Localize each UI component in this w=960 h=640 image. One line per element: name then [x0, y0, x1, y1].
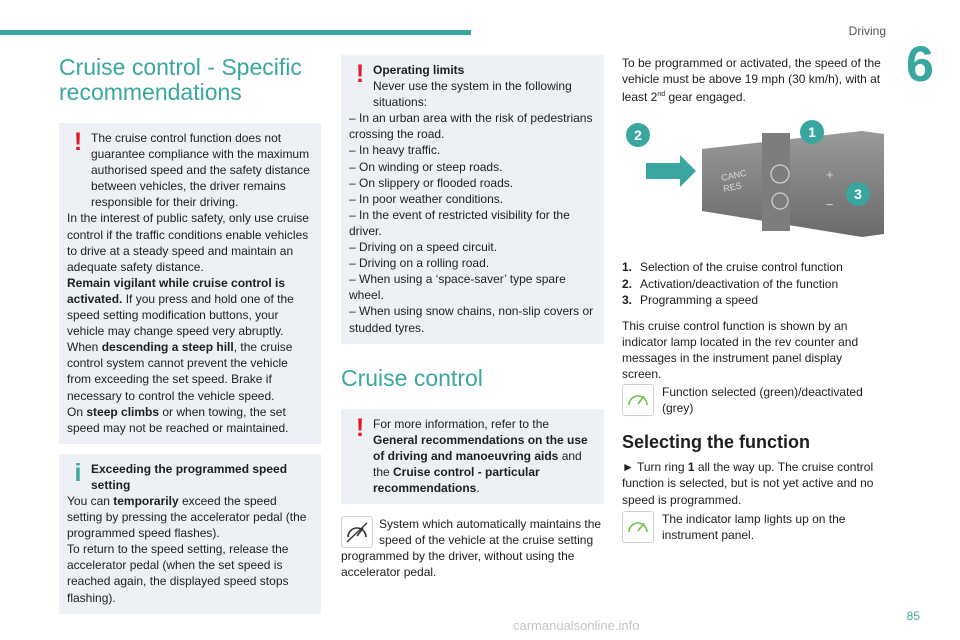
column-left — [59, 55, 321, 614]
column-middle — [341, 55, 604, 580]
resume-label: RES — [722, 180, 743, 195]
limits-item: – In heavy traffic. — [349, 143, 441, 158]
list-item-text: Activation/deactivation of the function — [640, 276, 839, 291]
list-item-number: 2. — [622, 276, 633, 291]
warning-text-5: On steep climbs or when towing, the set speed may not be reached or maintained. — [67, 404, 289, 435]
limits-item: – Driving on a speed circuit. — [349, 240, 498, 255]
limits-warning-box — [341, 55, 604, 344]
list-item-number: 3. — [622, 293, 633, 308]
speedometer-icon — [622, 511, 654, 543]
system-text: System which automatically maintains the speed of the vehicle at the cruise setting programmed by the driver, without using the accelerator pedal. — [341, 517, 602, 580]
limits-intro: Never use the system in the following situations: — [373, 79, 572, 110]
list-item — [622, 259, 884, 276]
section-title: Cruise control - Specific recommendations — [59, 54, 302, 105]
function-list — [622, 259, 884, 309]
exclamation-icon: ! — [73, 128, 83, 156]
limits-item: – On winding or steep roads. — [349, 159, 503, 174]
warning-text-1: The cruise control function does not guarantee compliance with the maximum authorised speed and the safety distance between vehicles, the driver remains responsible for their driving. — [91, 131, 310, 210]
cruise-control-stalk-illustration — [622, 119, 884, 249]
speedometer-icon — [622, 384, 654, 416]
warning-text-3: Remain vigilant while cruise control is activated. If you press and hold one of the speed setting modification buttons, your vehicle may change speed very abruptly. — [67, 275, 294, 339]
requirements-text: To be programmed or activated, the speed of the vehicle must be above 19 mph (30 km/h), with at least 2nd gear engaged. — [622, 56, 881, 105]
limits-item: – On slippery or flooded roads. — [349, 175, 514, 190]
chapter-number: 6 — [906, 36, 934, 92]
more-info-text: For more information, refer to the General recommendations on the use of driving and manoeuvring aids and the Cruise control - particular recommendations. — [373, 416, 588, 495]
list-item — [622, 292, 884, 309]
limits-item: – Driving on a rolling road. — [349, 256, 490, 271]
system-description — [341, 516, 604, 580]
callout-1: 1 — [808, 124, 816, 141]
list-item-text: Selection of the cruise control function — [640, 260, 843, 275]
cancel-label: CANC — [720, 168, 748, 184]
lamp-row-2 — [622, 511, 884, 543]
info-text-1: You can temporarily exceed the speed setting by pressing the accelerator pedal (the programmed speed flashes). — [67, 493, 307, 541]
info-title: Exceeding the programmed speed setting — [91, 461, 288, 492]
info-box — [59, 454, 321, 614]
warning-box — [59, 123, 321, 444]
callout-2: 2 — [634, 127, 642, 144]
limits-title: Operating limits — [373, 63, 465, 77]
info-icon: i — [74, 458, 82, 487]
selecting-subtitle: Selecting the function — [622, 432, 811, 453]
list-item-text: Programming a speed — [640, 293, 759, 308]
limits-item: – In poor weather conditions. — [349, 191, 504, 206]
more-info-box — [341, 409, 604, 504]
lamp-row-1 — [622, 384, 884, 416]
limits-item: – When using snow chains, non-slip covers or studded tyres. — [349, 304, 594, 335]
limits-item: – In the event of restricted visibility for the driver. — [349, 207, 570, 238]
page-number: 85 — [906, 609, 920, 623]
warning-text-4: When descending a steep hill, the cruise control system cannot prevent the vehicle from exceeding the set speed. Brake if necessary to control the vehicle speed. — [67, 340, 293, 403]
step-text: ► Turn ring 1 all the way up. The cruise control function is selected, but is not yet active and no speed is programmed. — [622, 460, 874, 507]
callout-3: 3 — [854, 186, 862, 203]
exclamation-icon: ! — [355, 413, 365, 442]
svg-text:−: − — [826, 197, 834, 213]
limits-list — [349, 110, 596, 335]
limits-item: – When using a ‘space-saver’ type spare wheel. — [349, 272, 566, 303]
watermark: carmanualsonline.info — [513, 618, 640, 633]
speedometer-icon — [341, 516, 373, 548]
warning-text-2: In the interest of public safety, only use cruise control if the traffic conditions enable vehicles to drive at a steady speed and maintain an adequate safety distance. — [67, 211, 309, 274]
section-name: Driving — [848, 24, 886, 38]
header-accent-bar — [0, 30, 471, 35]
lamp2-text: The indicator lamp lights up on the instrument panel. — [662, 511, 846, 542]
list-item-number: 1. — [622, 260, 633, 275]
column-right — [622, 55, 884, 543]
indicator-text: This cruise control function is shown by an indicator lamp located in the rev counter and messages in the instrument panel display screen. — [622, 318, 859, 382]
exclamation-icon: ! — [355, 60, 365, 88]
lamp1-text: Function selected (green)/deactivated (grey) — [662, 385, 863, 416]
list-item — [622, 276, 884, 293]
limits-item: – In an urban area with the risk of pedestrians crossing the road. — [349, 111, 593, 142]
svg-text:+: + — [826, 167, 834, 183]
info-text-2: To return to the speed setting, release the accelerator pedal (when the set speed is reached again, the displayed speed stops flashing). — [67, 542, 289, 605]
cruise-control-title: Cruise control — [341, 364, 483, 391]
